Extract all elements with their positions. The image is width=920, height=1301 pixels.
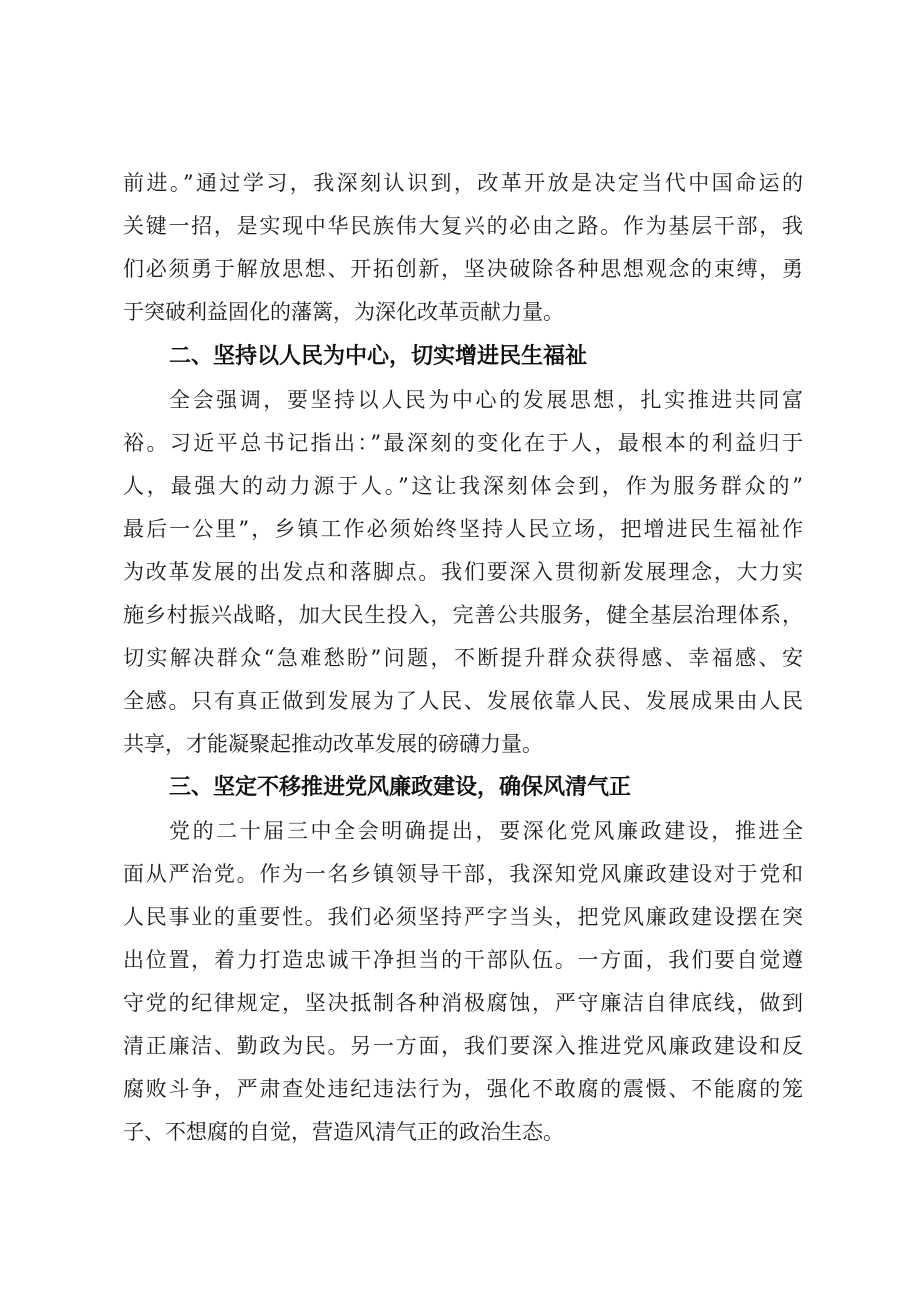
paragraph-3-line-8: 子、不想腐的自觉，营造风清气正的政治生态。 xyxy=(123,1120,564,1144)
paragraph-2-line-7: 切实解决群众“急难愁盼”问题，不断提升群众获得感、幸福感、安 xyxy=(123,646,803,670)
paragraph-1-line-4: 于突破利益固化的藩篱，为深化改革贡献力量。 xyxy=(123,300,564,324)
paragraph-1-line-2: 关键一招，是实现中华民族伟大复兴的必由之路。作为基层干部，我 xyxy=(123,214,803,238)
paragraph-2-line-3: 人，最强大的动力源于人。”这让我深刻体会到，作为服务群众的” xyxy=(123,474,803,498)
section-heading-3: 三、坚定不移推进党风廉政建设，确保风清气正 xyxy=(169,775,632,800)
paragraph-3-line-7: 腐败斗争，严肃查处违纪违法行为，强化不敢腐的震慑、不能腐的笼 xyxy=(123,1077,803,1101)
paragraph-3-line-5: 守党的纪律规定，坚决抵制各种消极腐蚀，严守廉洁自律底线，做到 xyxy=(123,991,803,1015)
paragraph-3-line-3: 人民事业的重要性。我们必须坚持严字当头，把党风廉政建设摆在突 xyxy=(123,905,803,929)
paragraph-3-line-2: 面从严治党。作为一名乡镇领导干部，我深知党风廉政建设对于党和 xyxy=(123,862,803,886)
paragraph-2-line-2: 裕。习近平总书记指出：”最深刻的变化在于人，最根本的利益归于 xyxy=(123,431,803,455)
paragraph-2-line-5: 为改革发展的出发点和落脚点。我们要深入贯彻新发展理念，大力实 xyxy=(123,560,803,584)
paragraph-3-line-1: 党的二十届三中全会明确提出，要深化党风廉政建设，推进全 xyxy=(169,819,803,843)
section-heading-2: 二、坚持以人民为中心，切实增进民生福祉 xyxy=(169,344,588,369)
paragraph-2-line-8: 全感。只有真正做到发展为了人民、发展依靠人民、发展成果由人民 xyxy=(123,689,803,713)
paragraph-2-line-6: 施乡村振兴战略，加大民生投入，完善公共服务，健全基层治理体系， xyxy=(123,603,803,627)
paragraph-2-line-1: 全会强调，要坚持以人民为中心的发展思想，扎实推进共同富 xyxy=(169,388,803,412)
paragraph-1-line-3: 们必须勇于解放思想、开拓创新，坚决破除各种思想观念的束缚，勇 xyxy=(123,257,803,281)
paragraph-1-line-1: 前进。”通过学习，我深刻认识到，改革开放是决定当代中国命运的 xyxy=(123,171,803,195)
paragraph-2-line-9: 共享，才能凝聚起推动改革发展的磅礴力量。 xyxy=(123,732,543,756)
paragraph-2-line-4: 最后一公里”，乡镇工作必须始终坚持人民立场，把增进民生福祉作 xyxy=(123,517,803,541)
paragraph-3-line-4: 出位置，着力打造忠诚干净担当的干部队伍。一方面，我们要自觉遵 xyxy=(123,948,803,972)
paragraph-3-line-6: 清正廉洁、勤政为民。另一方面，我们要深入推进党风廉政建设和反 xyxy=(123,1034,803,1058)
